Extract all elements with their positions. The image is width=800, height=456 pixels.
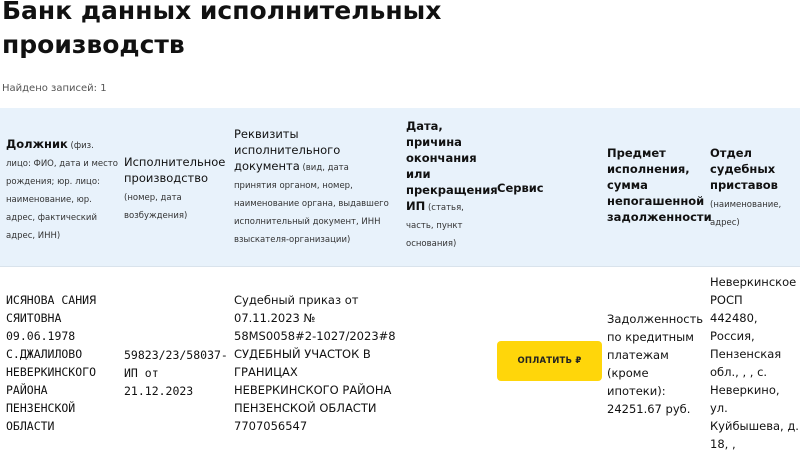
row-divider: [0, 266, 800, 267]
header-subject: Предмет исполнения, сумма непогашенной задолженности: [607, 146, 712, 224]
table-header: [0, 108, 800, 266]
cell-proceeding: 59823/23/58037- ИП от 21.12.2023: [124, 348, 228, 398]
cell-department: Неверкинское РОСП 442480, Россия, Пензенская обл., , , с. Неверкино, ул. Куйбышева, д. 18, ,: [710, 275, 799, 451]
cell-subject: Задолженность по кредитным платежам (кроме ипотеки): 24251.67 руб.: [607, 312, 704, 416]
header-service: Сервис: [497, 181, 544, 195]
page-title: Банк данных исполнительных производств: [2, 0, 442, 59]
header-debtor: Должник (физ. лицо: ФИО, дата и место рождения; юр. лицо: наименование, юр. адрес, фактический адрес, ИНН): [6, 137, 118, 241]
header-end-date: Дата, причина окончания или прекращения ИП (статья, часть, пункт основания): [406, 119, 498, 249]
header-department: Отдел судебных приставов (наименование, адрес): [710, 146, 782, 228]
cell-debtor: ИСЯНОВА САНИЯ СЯИТОВНА 09.06.1978 С.ДЖАЛИЛОВО НЕВЕРКИНСКОГО РАЙОНА ПЕНЗЕНСКОЙ ОБЛАСТИ: [6, 293, 97, 433]
cell-document: Судебный приказ от 07.11.2023 № 58MS0058#2-1027/2023#8 СУДЕБНЫЙ УЧАСТОК В ГРАНИЦАХ НЕВЕРКИНСКОГО РАЙОНА ПЕНЗЕНСКОЙ ОБЛАСТИ 7707056547: [234, 293, 396, 433]
header-document: Реквизиты исполнительного документа (вид, дата принятия органом, номер, наименование органа, выдавшего исполнительный документ, ИНН взыскателя-организации): [234, 127, 389, 245]
header-proceeding: Исполнительное производство (номер, дата возбуждения): [124, 155, 226, 221]
pay-button[interactable]: ОПЛАТИТЬ ₽: [497, 341, 602, 381]
records-count: Найдено записей: 1: [2, 83, 107, 94]
